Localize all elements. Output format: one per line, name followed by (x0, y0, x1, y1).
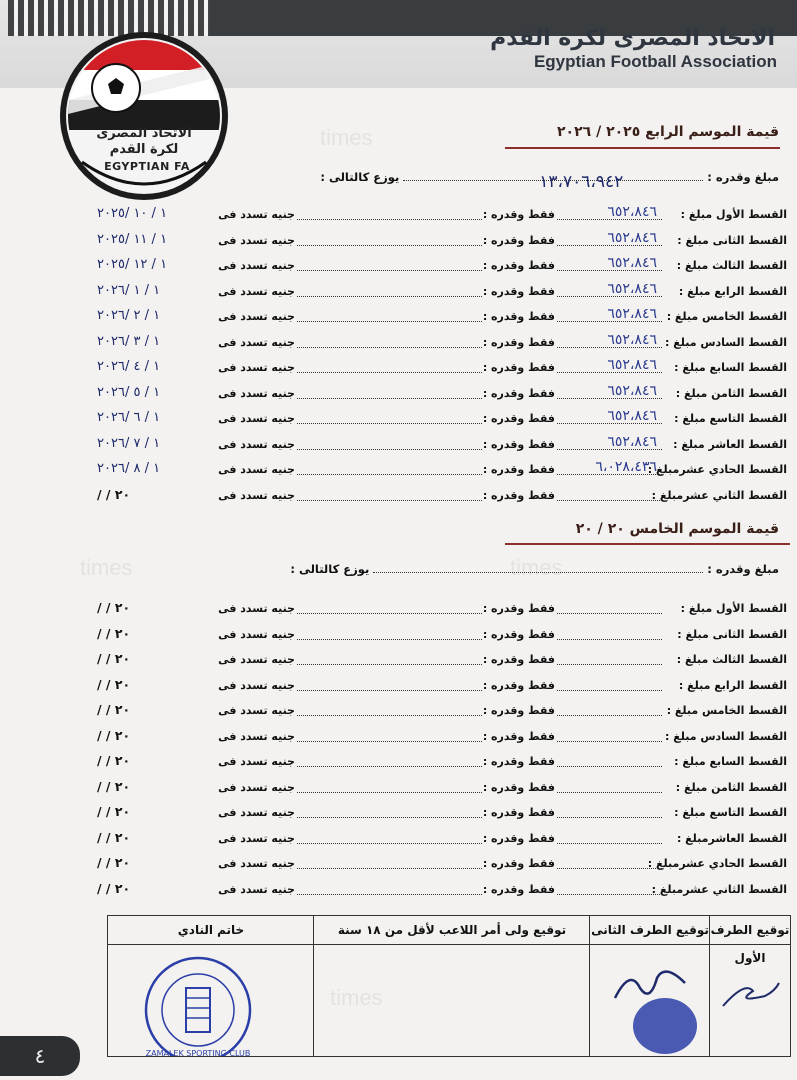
installment-date: ١ / ٧ /٢٠٢٦ (97, 435, 161, 451)
installment-label: القسط العاشر مبلغ : (673, 437, 787, 451)
installment-label: القسط الثالث مبلغ : (676, 259, 787, 272)
installment-row (97, 280, 787, 303)
payment-due-label: جنيه تسدد فى (218, 678, 295, 692)
installment-date: / / ٢٠ (97, 855, 131, 870)
installment-label: القسط السابع مبلغ : (674, 755, 787, 768)
payment-due-label: جنيه تسدد فى (218, 882, 295, 896)
installment-row (97, 677, 787, 697)
installment-row (97, 229, 787, 252)
payment-due-label: جنيه تسدد فى (218, 463, 295, 476)
payment-due-label: جنيه تسدد فى (218, 284, 295, 298)
season4-amount-label: مبلغ وقدره : (707, 170, 779, 184)
installment-amount: ٦٥٢،٨٤٦ (607, 229, 657, 246)
first-party-header: توقيع الطرف الأول (710, 916, 790, 945)
installment-amount: ٦٥٢،٨٤٦ (607, 255, 657, 271)
installment-amount: ٦٥٢،٨٤٦ (607, 382, 657, 399)
only-amount-label: فقط وقدره : (482, 678, 555, 692)
installment-label: القسط الثاني عشرمبلغ : (651, 882, 787, 896)
payment-due-label: جنيه تسدد فى (218, 831, 295, 845)
only-amount-label: فقط وقدره : (482, 233, 555, 247)
only-amount-label: فقط وقدره : (482, 602, 555, 615)
club-seal-cell (108, 916, 314, 1056)
only-amount-label: فقط وقدره : (482, 488, 555, 502)
only-amount-label: فقط وقدره : (482, 259, 555, 272)
installment-row (97, 257, 787, 277)
installment-date: / / ٢٠ (97, 702, 131, 717)
only-amount-label: فقط وقدره : (482, 882, 555, 896)
second-party-header: توقيع الطرف الثانى (590, 916, 710, 945)
installment-date: ١ / ١٠ /٢٠٢٥ (97, 206, 168, 221)
installment-date: ١ / ٦ /٢٠٢٦ (97, 410, 161, 425)
first-party-signature (715, 961, 785, 1021)
installment-amount: ٦٥٢،٨٤٦ (607, 280, 657, 297)
watermark: times (510, 555, 563, 580)
installment-date: / / ٢٠ (97, 804, 131, 819)
installment-row (97, 753, 787, 773)
installment-date: ١ / ٨ /٢٠٢٦ (97, 461, 161, 476)
installment-date: / / ٢٠ (97, 676, 131, 692)
installment-label: القسط الثامن مبلغ : (675, 386, 787, 400)
only-amount-label: فقط وقدره : (482, 386, 555, 400)
installment-date: / / ٢٠ (97, 651, 131, 666)
payment-due-label: جنيه تسدد فى (218, 806, 295, 819)
installment-label: القسط العاشرمبلغ : (676, 831, 787, 845)
installment-date: ١ / ١٢ /٢٠٢٥ (97, 257, 168, 272)
installment-date: / / ٢٠ (97, 753, 131, 768)
installment-amount: ٦٥٢،٨٤٦ (607, 357, 657, 373)
installment-amount: ٦٥٢،٨٤٦ (607, 204, 657, 220)
second-party-cell (589, 916, 710, 1056)
payment-due-label: جنيه تسدد فى (218, 627, 295, 641)
installment-date: / / ٢٠ (97, 778, 131, 794)
installment-row (97, 331, 787, 354)
only-amount-label: فقط وقدره : (482, 284, 555, 298)
installment-date: / / ٢٠ (97, 600, 131, 615)
installment-date: / / ٢٠ (97, 486, 131, 502)
only-amount-label: فقط وقدره : (482, 729, 555, 743)
installment-label: القسط الرابع مبلغ : (678, 284, 787, 298)
only-amount-label: فقط وقدره : (482, 335, 555, 349)
installment-amount: ٦،٠٢٨،٤٣٦ (595, 459, 657, 475)
payment-due-label: جنيه تسدد فى (218, 208, 295, 221)
payment-due-label: جنيه تسدد فى (218, 412, 295, 425)
efa-logo (58, 30, 230, 202)
installment-label: القسط الأول مبلغ : (680, 602, 787, 615)
installment-amount: ٦٥٢،٨٤٦ (607, 408, 657, 424)
installment-row (97, 626, 787, 646)
installment-date: ١ / ٤ /٢٠٢٦ (97, 359, 161, 374)
installment-date: ١ / ١ /٢٠٢٦ (97, 282, 161, 298)
installment-row (97, 487, 787, 507)
installment-row (97, 410, 787, 430)
payment-due-label: جنيه تسدد فى (218, 437, 295, 451)
only-amount-label: فقط وقدره : (482, 361, 555, 374)
season4-distributed-label: يوزع كالتالى : (320, 170, 400, 184)
watermark: times (320, 125, 373, 150)
only-amount-label: فقط وقدره : (482, 857, 555, 870)
installment-date: / / ٢٠ (97, 625, 131, 641)
payment-due-label: جنيه تسدد فى (218, 857, 295, 870)
installment-date: ١ / ٣ /٢٠٢٦ (97, 333, 161, 349)
season5-amount-label: مبلغ وقدره : (707, 562, 779, 576)
installment-label: القسط الثامن مبلغ : (675, 780, 787, 794)
season5-title: قيمة الموسم الخامس ٢٠ / ٢٠ (575, 521, 779, 537)
installment-label: القسط الأول مبلغ : (680, 208, 787, 221)
only-amount-label: فقط وقدره : (482, 310, 555, 323)
installment-row (97, 206, 787, 226)
installment-row (97, 702, 787, 722)
payment-due-label: جنيه تسدد فى (218, 361, 295, 374)
installment-row (97, 359, 787, 379)
installment-label: القسط الثانى مبلغ : (677, 233, 787, 247)
installment-label: القسط الخامس مبلغ : (666, 310, 787, 323)
only-amount-label: فقط وقدره : (482, 627, 555, 641)
only-amount-label: فقط وقدره : (482, 437, 555, 451)
installment-row (97, 830, 787, 850)
installment-row (97, 433, 787, 456)
payment-due-label: جنيه تسدد فى (218, 704, 295, 717)
payment-due-label: جنيه تسدد فى (218, 488, 295, 502)
payment-due-label: جنيه تسدد فى (218, 602, 295, 615)
only-amount-label: فقط وقدره : (482, 463, 555, 476)
club-seal-header: خاتم النادي (108, 916, 314, 945)
installment-row (97, 804, 787, 824)
installment-label: القسط الثالث مبلغ : (676, 653, 787, 666)
installment-amount: ٦٥٢،٨٤٦ (607, 433, 657, 450)
installment-row (97, 779, 787, 799)
season4-title: قيمة الموسم الرابع ٢٠٢٥ / ٢٠٢٦ (557, 124, 779, 140)
page-number: ٤ (0, 1036, 80, 1076)
only-amount-label: فقط وقدره : (482, 208, 555, 221)
installment-amount: ٦٥٢،٨٤٦ (607, 331, 657, 348)
only-amount-label: فقط وقدره : (482, 412, 555, 425)
payment-due-label: جنيه تسدد فى (218, 233, 295, 247)
signature-table (107, 915, 791, 1057)
installment-label: القسط الحادي عشرمبلغ : (647, 463, 787, 476)
only-amount-label: فقط وقدره : (482, 653, 555, 666)
payment-due-label: جنيه تسدد فى (218, 729, 295, 743)
logo-arabic-text: الاتحاد المصرى لكرة القدم (96, 126, 192, 157)
payment-due-label: جنيه تسدد فى (218, 653, 295, 666)
season4-amount-line (320, 170, 779, 192)
installment-row (97, 881, 787, 901)
watermark: times (330, 985, 383, 1010)
only-amount-label: فقط وقدره : (482, 831, 555, 845)
installment-date: ١ / ١١ /٢٠٢٥ (97, 231, 168, 247)
payment-due-label: جنيه تسدد فى (218, 755, 295, 768)
only-amount-label: فقط وقدره : (482, 806, 555, 819)
installment-label: القسط الخامس مبلغ : (666, 704, 787, 717)
installment-date: ١ / ٥ /٢٠٢٦ (97, 384, 161, 400)
installment-label: القسط الحادي عشرمبلغ : (647, 857, 787, 870)
installment-row (97, 382, 787, 405)
payment-due-label: جنيه تسدد فى (218, 780, 295, 794)
installment-row (97, 308, 787, 328)
installment-row (97, 600, 787, 620)
installment-label: القسط الرابع مبلغ : (678, 678, 787, 692)
payment-due-label: جنيه تسدد فى (218, 259, 295, 272)
first-party-cell (710, 916, 790, 1056)
installment-date: ١ / ٢ /٢٠٢٦ (97, 308, 161, 323)
season4-total-amount: ١٣،٧٠٦،٩٤٢ (539, 172, 624, 192)
payment-due-label: جنيه تسدد فى (218, 335, 295, 349)
association-name-english: Egyptian Football Association (533, 52, 777, 71)
logo-english-text: EGYPTIAN FA (104, 160, 190, 173)
only-amount-label: فقط وقدره : (482, 704, 555, 717)
payment-due-label: جنيه تسدد فى (218, 386, 295, 400)
installment-label: القسط السادس مبلغ : (664, 335, 787, 349)
only-amount-label: فقط وقدره : (482, 755, 555, 768)
club-seal-stamp (128, 948, 268, 1056)
installment-label: القسط الثانى مبلغ : (677, 627, 787, 641)
season4-underline (505, 147, 780, 149)
season5-distributed-label: يوزع كالتالى : (290, 562, 370, 576)
watermark: times (80, 555, 133, 580)
installment-label: القسط التاسع مبلغ : (674, 806, 787, 819)
payment-due-label: جنيه تسدد فى (218, 310, 295, 323)
installment-date: / / ٢٠ (97, 880, 131, 896)
installment-row (97, 461, 787, 481)
second-party-signature (595, 948, 707, 1054)
installment-date: / / ٢٠ (97, 727, 131, 743)
installment-row (97, 855, 787, 875)
only-amount-label: فقط وقدره : (482, 780, 555, 794)
installment-label: القسط التاسع مبلغ : (674, 412, 787, 425)
association-name-arabic: الاتحاد المصرى لكرة القدم (490, 26, 775, 51)
season5-underline (505, 543, 790, 545)
installment-label: القسط السادس مبلغ : (664, 729, 787, 743)
installment-date: / / ٢٠ (97, 829, 131, 845)
guardian-header: توقيع ولى أمر اللاعب لأقل من ١٨ سنة (314, 916, 590, 945)
installment-label: القسط الثاني عشرمبلغ : (651, 488, 787, 502)
installment-label: القسط السابع مبلغ : (674, 361, 787, 374)
installment-row (97, 728, 787, 748)
installment-row (97, 651, 787, 671)
svg-text:ZAMALEK SPORTING CLUB: ZAMALEK SPORTING CLUB (145, 1049, 251, 1056)
installment-amount: ٦٥٢،٨٤٦ (607, 306, 657, 322)
